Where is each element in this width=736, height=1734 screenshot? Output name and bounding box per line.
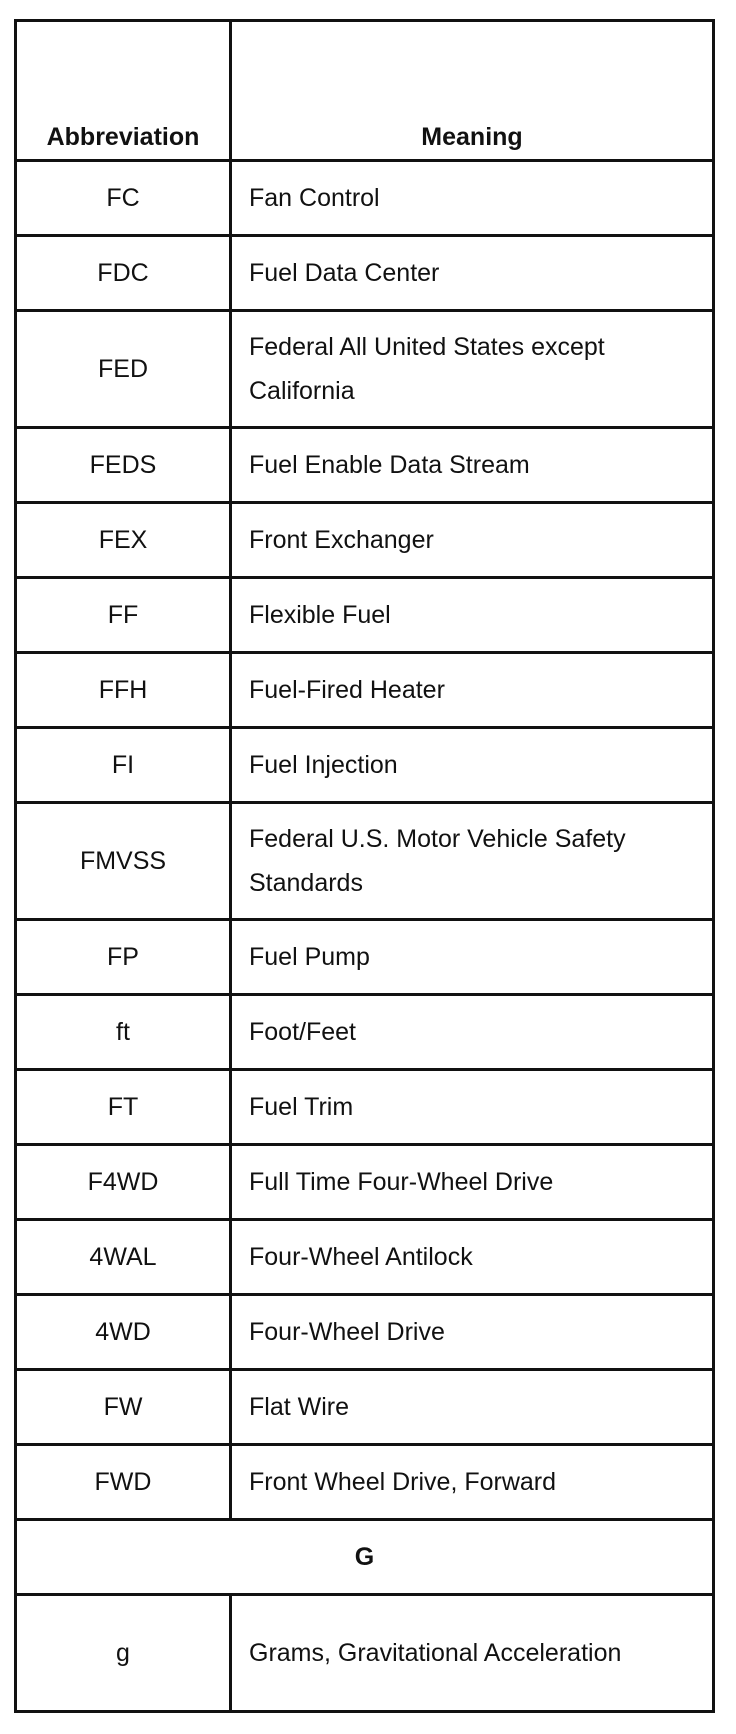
abbreviation-cell: FWD — [16, 1445, 231, 1520]
meaning-cell: Full Time Four-Wheel Drive — [231, 1145, 714, 1220]
meaning-cell: Fan Control — [231, 161, 714, 236]
meaning-cell: Four-Wheel Antilock — [231, 1220, 714, 1295]
abbreviation-cell: g — [16, 1595, 231, 1712]
table-row — [16, 311, 714, 428]
meaning-cell: Flexible Fuel — [231, 578, 714, 653]
meaning-cell: Fuel Data Center — [231, 236, 714, 311]
meaning-cell: Grams, Gravitational Acceleration — [231, 1595, 714, 1712]
meaning-cell: Front Wheel Drive, Forward — [231, 1445, 714, 1520]
abbreviation-cell: FW — [16, 1370, 231, 1445]
meaning-cell: Flat Wire — [231, 1370, 714, 1445]
section-label: G — [16, 1520, 714, 1595]
abbreviation-cell: FT — [16, 1070, 231, 1145]
meaning-cell: Federal U.S. Motor Vehicle Safety Standards — [231, 803, 714, 920]
meaning-cell: Four-Wheel Drive — [231, 1295, 714, 1370]
table-row — [16, 803, 714, 920]
meaning-cell: Fuel Enable Data Stream — [231, 428, 714, 503]
abbreviation-cell: F4WD — [16, 1145, 231, 1220]
section-header-row — [16, 1520, 714, 1595]
table-row — [16, 995, 714, 1070]
table-row — [16, 1595, 714, 1712]
table-row — [16, 1295, 714, 1370]
table-row — [16, 1445, 714, 1520]
abbreviation-cell: FDC — [16, 236, 231, 311]
abbreviation-cell: 4WAL — [16, 1220, 231, 1295]
abbreviation-cell: FC — [16, 161, 231, 236]
abbreviation-cell: FMVSS — [16, 803, 231, 920]
meaning-cell: Foot/Feet — [231, 995, 714, 1070]
table-row — [16, 653, 714, 728]
table-row — [16, 920, 714, 995]
table-row — [16, 428, 714, 503]
table-row — [16, 1370, 714, 1445]
table-row — [16, 1220, 714, 1295]
abbreviation-cell: ft — [16, 995, 231, 1070]
meaning-cell: Front Exchanger — [231, 503, 714, 578]
table-row — [16, 578, 714, 653]
abbreviation-cell: FEX — [16, 503, 231, 578]
abbreviation-table — [14, 19, 715, 1713]
header-meaning: Meaning — [231, 21, 714, 161]
table-header-row — [16, 21, 714, 161]
table-row — [16, 728, 714, 803]
table-row — [16, 1145, 714, 1220]
abbreviation-cell: FP — [16, 920, 231, 995]
header-abbreviation: Abbreviation — [16, 21, 231, 161]
table-row — [16, 503, 714, 578]
meaning-cell: Federal All United States except California — [231, 311, 714, 428]
meaning-cell: Fuel-Fired Heater — [231, 653, 714, 728]
table-row — [16, 161, 714, 236]
table-row — [16, 236, 714, 311]
abbreviation-cell: FEDS — [16, 428, 231, 503]
abbreviation-cell: FF — [16, 578, 231, 653]
abbreviation-cell: FI — [16, 728, 231, 803]
table-row — [16, 1070, 714, 1145]
abbreviation-cell: FED — [16, 311, 231, 428]
abbreviation-cell: FFH — [16, 653, 231, 728]
meaning-cell: Fuel Pump — [231, 920, 714, 995]
meaning-cell: Fuel Injection — [231, 728, 714, 803]
abbreviation-cell: 4WD — [16, 1295, 231, 1370]
meaning-cell: Fuel Trim — [231, 1070, 714, 1145]
